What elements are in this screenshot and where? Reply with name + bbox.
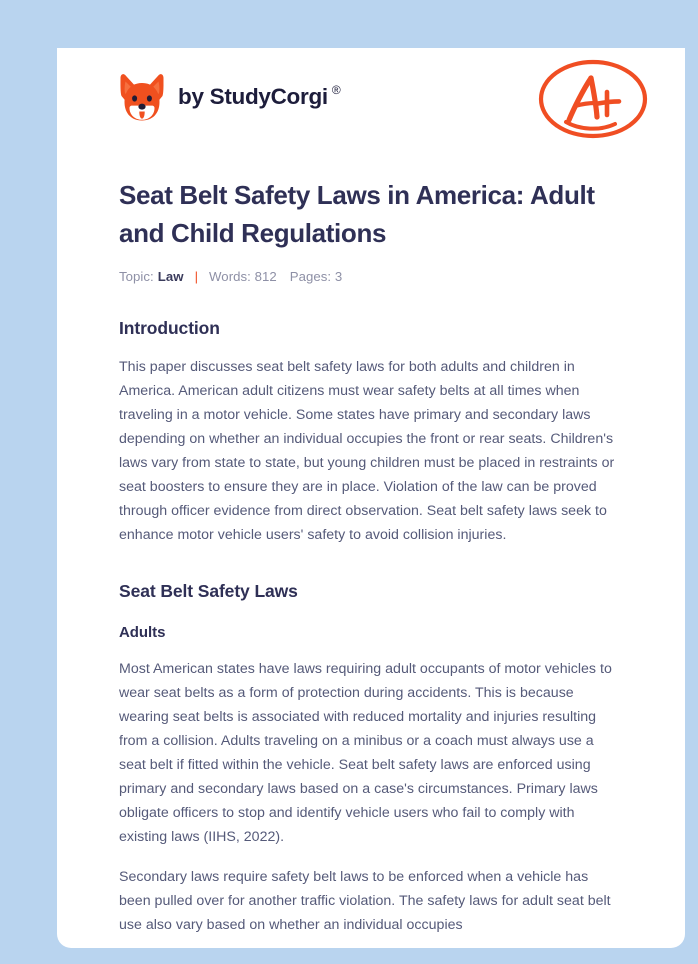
section-heading-adults: Adults bbox=[119, 623, 166, 641]
paragraph-adults-2: Secondary laws require safety belt laws to be enforced when a vehicle has been pulled over for another traffic violation. The safety laws for adult seat belt use also vary based on whether an individual occupies bbox=[119, 868, 611, 933]
paragraph-introduction-1: This paper discusses seat belt safety laws for both adults and children in America. American adult citizens must wear safety belts at all times when traveling in a motor vehicle. Some states have primary and secondary laws depending on whether an individual occupies the front or rear seats. Children's laws vary from state to state, but young children must be placed in restraints or seat boosters to ensure they are in place. Violation of the law can be proved through officer evidence from direct observation. Seat belt safety laws seek to enhance motor vehicle users' safety to avoid collision injuries. bbox=[119, 358, 615, 543]
document-header bbox=[57, 48, 685, 170]
document-page-sheet bbox=[57, 48, 685, 948]
meta-topic-value[interactable]: Law bbox=[157, 268, 184, 284]
meta-page-count: Pages: 3 bbox=[289, 268, 343, 284]
a-plus-grade-icon bbox=[536, 54, 652, 144]
studycorgi-brand-logo[interactable] bbox=[119, 72, 340, 122]
section-heading-seat-belt-safety-laws: Seat Belt Safety Laws bbox=[119, 580, 298, 601]
page-title: Seat Belt Safety Laws in America: Adult and Child Regulations bbox=[119, 180, 595, 249]
document-content bbox=[57, 176, 685, 937]
meta-topic-label: Topic: bbox=[119, 268, 154, 284]
paragraph-adults-1: Most American states have laws requiring adult occupants of motor vehicles to wear seat belts as a form of protection during accidents. This is because wearing seat belts is associated with reduced mortality and injuries resulting from a collision. Adults traveling on a minibus or a coach must always use a seat belt if fitted within the vehicle. Seat belt safety laws are enforced using primary and secondary laws based on a case's circumstances. Primary laws obligate officers to stop and identify vehicle users who fail to comply with existing laws (IIHS, 2022). bbox=[119, 660, 612, 845]
brand-wordmark bbox=[178, 84, 340, 110]
brand-name-text: by StudyCorgi bbox=[178, 84, 328, 109]
meta-word-count: Words: 812 bbox=[209, 268, 277, 284]
registered-trademark-icon: ® bbox=[331, 83, 341, 97]
corgi-face-icon bbox=[119, 72, 165, 122]
section-heading-introduction: Introduction bbox=[119, 317, 220, 338]
document-meta bbox=[119, 269, 623, 284]
meta-separator: | bbox=[194, 268, 199, 284]
